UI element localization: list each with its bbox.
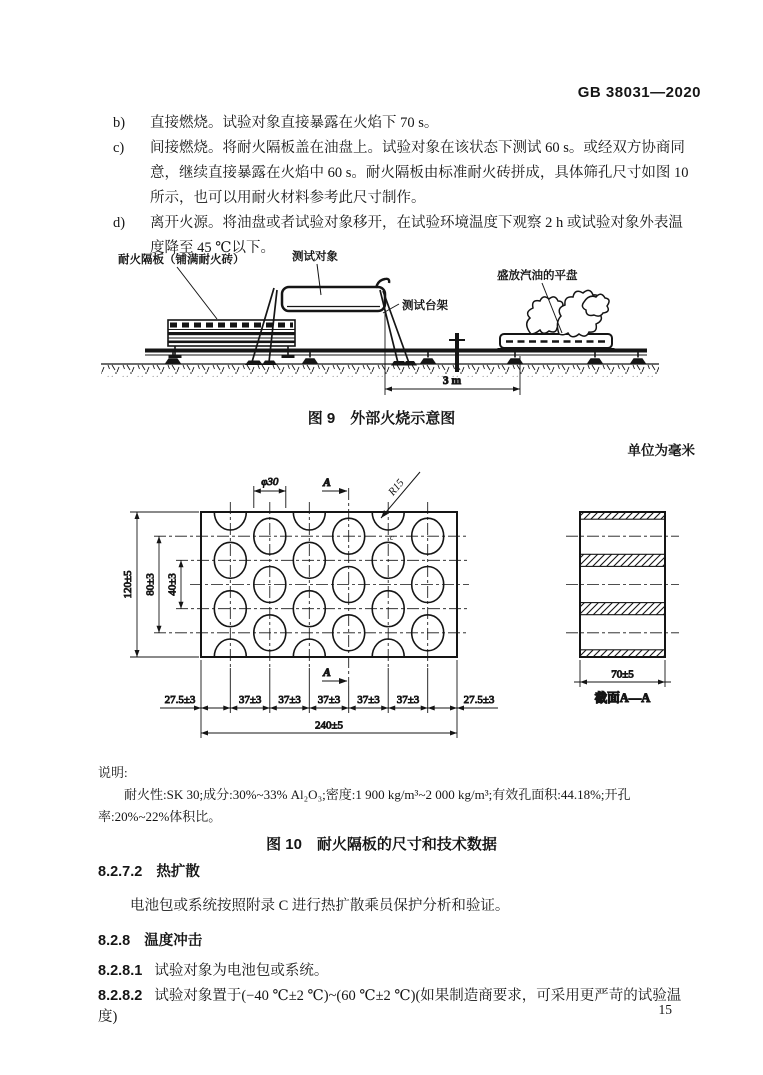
clause-number: 8.2.8.2 [98,988,143,1004]
figure10-caption: 图 10 耐火隔板的尺寸和技术数据 [266,836,497,853]
clause-text: 试验对象为电池包或系统。 [154,963,329,979]
figure9-caption: 图 9 外部火烧示意图 [307,410,456,427]
units-note: 单位为毫米 [627,443,695,458]
dim-pitch-2: 37±3 [278,694,301,706]
clause-title: 热扩散 [156,864,200,880]
notes-title: 说明: [98,765,128,780]
list-item-label: d) [113,215,126,231]
list-item-text: 间接燃烧。将耐火隔板盖在油盘上。试验对象在该状态下测试 60 s。或经双方协商同意，继续直接暴露在火焰中 60 s。耐火隔板由标准耐火砖拼成，具体筛孔尺寸如图 10 所示，也可以用耐火材料参考此尺寸制作。 [150,140,689,206]
figure-10-drawing [100,450,700,760]
dim-120: 120±5 [122,570,134,599]
gasoline-pan-label: 盛放汽油的平盘 [497,270,578,282]
test-object [282,279,389,311]
list-item-b [113,111,695,136]
clause-text: 试验对象置于(−40 ℃±2 ℃)~(60 ℃±2 ℃)(如果制造商要求，可采用更严苛的试验温度) [98,988,682,1025]
dim-pitch-5: 37±3 [396,694,420,706]
gasoline-pan [498,334,615,351]
figure10-notes [98,762,698,828]
list-item-label: c) [113,140,125,156]
dim-phi30: φ30 [261,476,279,488]
center-mark: c [390,533,394,542]
section-mark-top: A [323,477,331,489]
radius-dimension [381,472,420,542]
figure-9-diagram [95,243,665,408]
list-item-text: 直接燃烧。试验对象直接暴露在火焰下 70 s。 [150,115,439,131]
heading-8-2-7-2 [98,860,200,881]
fire-plate-label: 耐火隔板（铺满耐火砖） [118,254,245,266]
clause-title: 温度冲击 [144,933,203,949]
section-mark-bottom: A [323,667,331,679]
notes-body: 耐火性:SK 30;成分:30%~33% Al₂O₃;密度:1 900 kg/m³~2 000 kg/m³;有效孔面积:44.18%;开孔率:20%~22%体积比。 [98,787,631,824]
dim-left-margin: 27.5±3 [164,694,196,706]
page-number: 15 [658,1002,672,1017]
clause-number: 8.2.8 [98,933,131,949]
paragraph-8-2-7-2 [98,894,698,915]
clause-8-2-8-1 [98,959,698,980]
vertical-dimensions [122,512,199,657]
standard-number: GB 38031—2020 [577,84,701,101]
dim-pitch-1: 37±3 [238,694,262,706]
test-object-label: 测试对象 [292,251,338,263]
section-view [574,512,671,705]
dim-240: 240±5 [314,719,344,732]
list-item-c [113,136,695,211]
dim-pitch-3: 37±3 [317,694,341,706]
dim-40: 40±3 [166,573,179,596]
section-marks [322,477,348,684]
ground [101,364,659,377]
heading-8-2-8 [98,929,202,950]
dim-right-margin: 27.5±3 [463,694,495,706]
dim-70: 70±5 [611,668,634,681]
dim-pitch-4: 37±3 [357,694,380,706]
distance-label: 3 m [442,375,462,387]
clause-list [113,111,695,261]
paragraph-text: 电池包或系统按照附录 C 进行热扩散乘员保护分析和验证。 [130,898,510,914]
test-stand-label: 测试台架 [402,300,448,312]
list-item-text: 离开火源。将油盘或者试验对象移开，在试验环境温度下观察 2 h 或试验对象外表温度降至 45 ℃以下。 [150,215,683,256]
flames [527,290,609,336]
dim-r15: R15 [386,476,407,499]
dim-80: 80±3 [144,573,157,596]
clause-8-2-8-2 [98,984,698,1026]
section-view-label: 截面A—A [594,691,651,705]
list-item-label: b) [113,115,126,131]
clause-number: 8.2.7.2 [98,864,143,880]
clause-number: 8.2.8.1 [98,963,143,979]
